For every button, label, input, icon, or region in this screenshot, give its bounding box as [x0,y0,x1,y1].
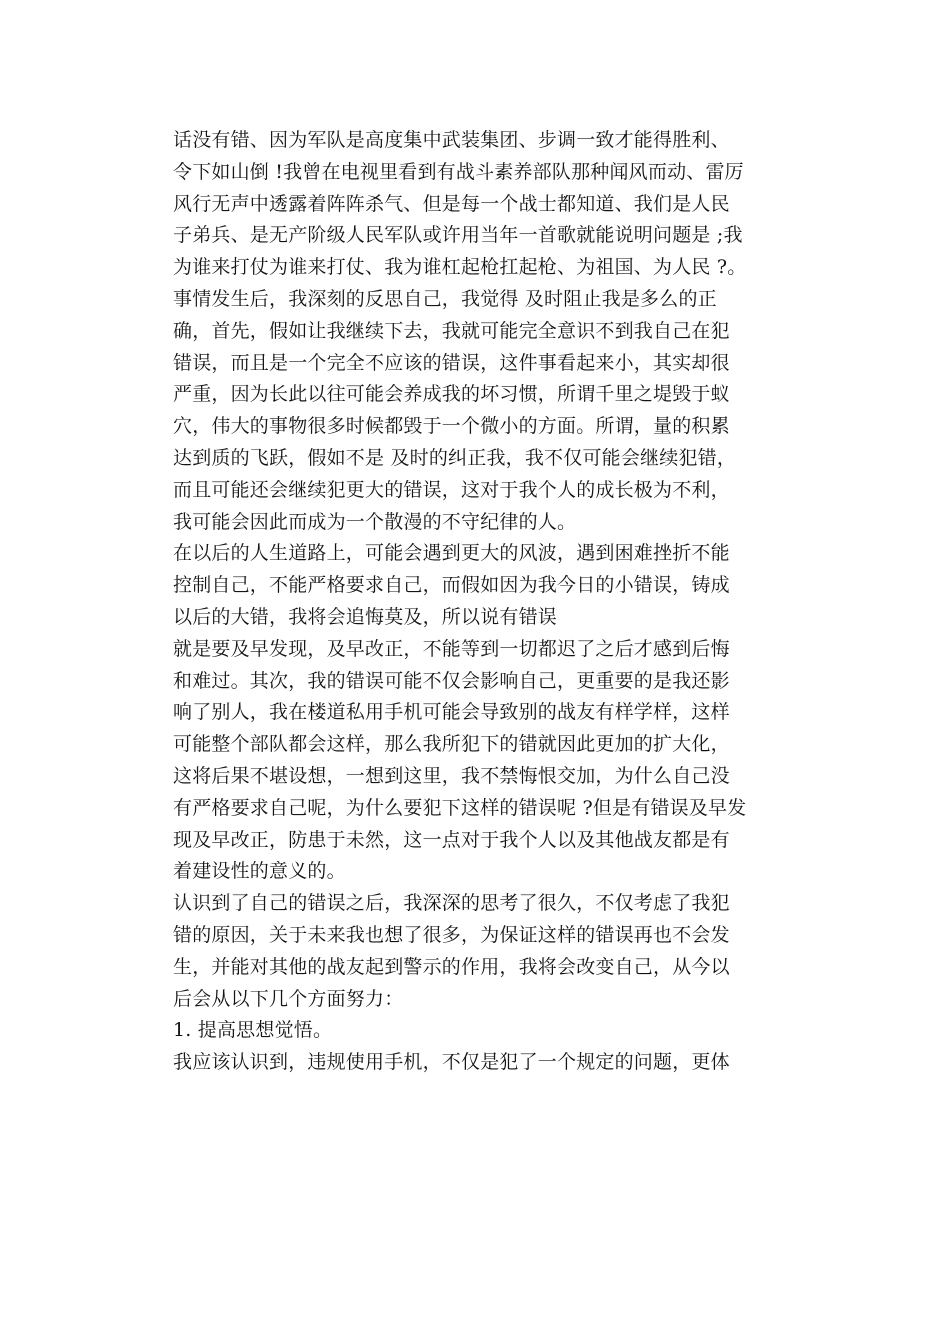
text-line: 事情发生后，我深刻的反思自己，我觉得 及时阻止我是多么的正 [173,287,717,310]
text-line: 有严格要求自己呢，为什么要犯下这样的错误呢 ?但是有错误及早发 [173,796,747,819]
text-line: 和难过。其次，我的错误可能不仅会影响自己，更重要的是我还影 [173,669,730,692]
text-line: 子弟兵、是无产阶级人民军队或许用当年一首歌就能说明问题是 ;我 [173,224,743,247]
text-line: 令下如山倒 !我曾在电视里看到有战斗素养部队那种闻风而动、雷厉 [173,160,744,183]
text-line: 为谁来打仗为谁来打仗、我为谁杠起枪扛起枪、为祖国、为人民 ?。 [173,256,747,279]
text-line: 错的原因，关于未来我也想了很多，为保证这样的错误再也不会发 [173,923,730,946]
text-line: 后会从以下几个方面努力： [173,987,404,1010]
text-line: 穴，伟大的事物很多时候都毁于一个微小的方面。所谓，量的积累 [173,415,730,438]
text-line: 就是要及早发现，及早改正，不能等到一切都迟了之后才感到后悔 [173,637,730,660]
text-line: 现及早改正，防患于未然，这一点对于我个人以及其他战友都是有 [173,828,730,851]
text-line: 我应该认识到，违规使用手机，不仅是犯了一个规定的问题，更体 [173,1051,730,1074]
text-line: 错误，而且是一个完全不应该的错误，这件事看起来小，其实却很 [173,351,730,374]
text-line: 风行无声中透露着阵阵杀气、但是每一个战士都知道、我们是人民 [173,192,730,215]
text-line: 达到质的飞跃，假如不是 及时的纠正我，我不仅可能会继续犯错， [173,446,737,469]
text-line: 在以后的人生道路上，可能会遇到更大的风波，遇到困难挫折不能 [173,542,730,565]
text-line: 我可能会因此而成为一个散漫的不守纪律的人。 [173,510,577,533]
text-line: 以后的大错，我将会追悔莫及，所以说有错误 [173,605,558,628]
text-line: 控制自己，不能严格要求自己，而假如因为我今日的小错误，铸成 [173,574,730,597]
text-line: 着建设性的意义的。 [173,860,346,883]
text-line: 生，并能对其他的战友起到警示的作用，我将会改变自己，从今以 [173,955,730,978]
document-body [173,125,773,1079]
text-line: 严重，因为长此以往可能会养成我的坏习惯，所谓千里之堤毁于蚁 [173,383,730,406]
text-line: 而且可能还会继续犯更大的错误，这对于我个人的成长极为不利， [173,478,730,501]
text-line: 确，首先，假如让我继续下去，我就可能完全意识不到我自己在犯 [173,319,730,342]
text-line: 认识到了自己的错误之后，我深深的思考了很久，不仅考虑了我犯 [173,892,730,915]
text-line: 响了别人，我在楼道私用手机可能会导致别的战友有样学样，这样 [173,701,730,724]
text-line: 这将后果不堪设想，一想到这里，我不禁悔恨交加，为什么自己没 [173,764,730,787]
text-line: 可能整个部队都会这样，那么我所犯下的错就因此更加的扩大化， [173,733,730,756]
text-line: 话没有错、因为军队是高度集中武装集团、步调一致才能得胜利、 [173,129,730,151]
text-line: 1. 提高思想觉悟。 [173,1019,333,1042]
